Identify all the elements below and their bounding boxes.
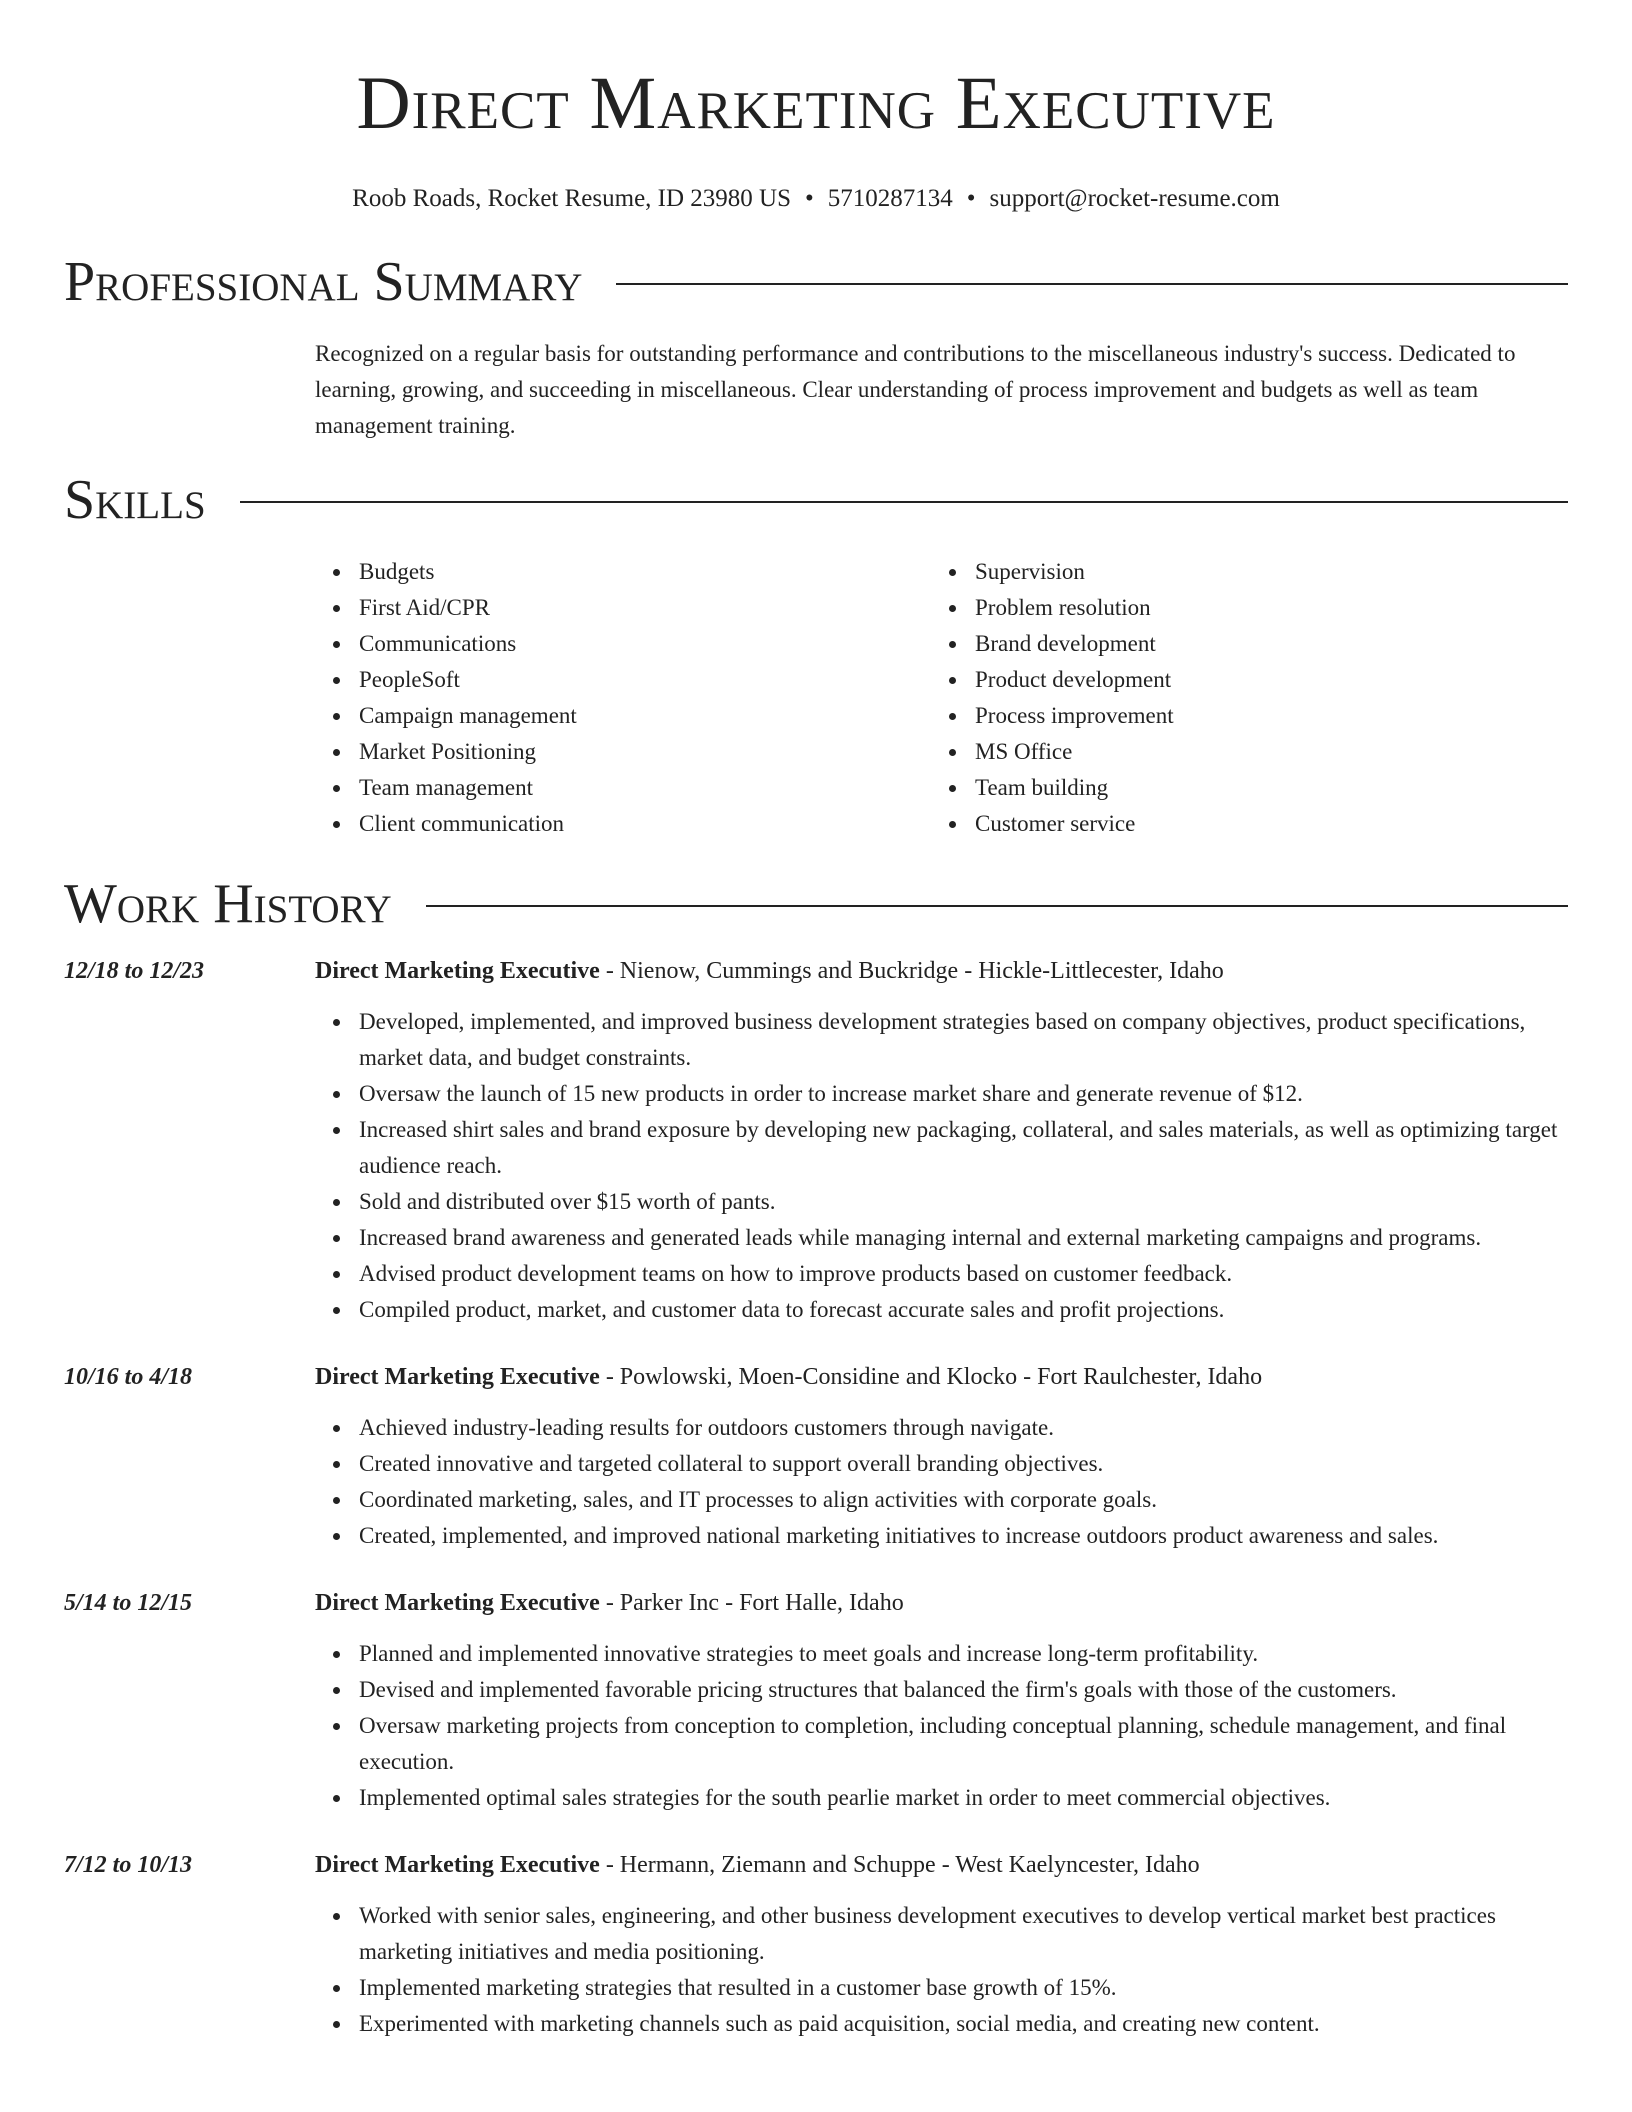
contact-email: support@rocket-resume.com	[989, 185, 1280, 212]
summary-section-title: Professional Summary	[64, 251, 583, 313]
job-duty-item: Devised and implemented favorable pricing structures that balanced the firm's goals with those of the customers.	[359, 1672, 1568, 1708]
contact-separator: •	[966, 185, 976, 212]
job-entry	[64, 1360, 1568, 1554]
job-duties	[64, 1410, 1568, 1554]
skills-section-header	[64, 468, 1568, 532]
contact-address: Roob Roads, Rocket Resume, ID 23980 US	[352, 185, 792, 212]
skill-item: Client communication	[359, 806, 931, 842]
job-entry	[64, 954, 1568, 1328]
skill-item: PeopleSoft	[359, 662, 931, 698]
skill-item: MS Office	[975, 734, 1547, 770]
skill-item: Market Positioning	[359, 734, 931, 770]
job-duty-item: Compiled product, market, and customer data to forecast accurate sales and profit projections.	[359, 1292, 1568, 1328]
job-heading-line	[315, 1360, 1262, 1394]
job-duty-item: Created innovative and targeted collateral to support overall branding objectives.	[359, 1446, 1568, 1482]
job-employer-location: - Hermann, Ziemann and Schuppe - West Kaelyncester, Idaho	[599, 1852, 1200, 1878]
job-duty-item: Experimented with marketing channels such as paid acquisition, social media, and creating new content.	[359, 2006, 1568, 2042]
job-employer-location: - Nienow, Cummings and Buckridge - Hickle-Littlecester, Idaho	[599, 958, 1224, 984]
skills-column-right	[931, 554, 1547, 842]
skill-item: Brand development	[975, 626, 1547, 662]
job-duty-item: Achieved industry-leading results for outdoors customers through navigate.	[359, 1410, 1568, 1446]
job-heading-line	[315, 1586, 904, 1620]
job-duty-item: Created, implemented, and improved national marketing initiatives to increase outdoors product awareness and sales.	[359, 1518, 1568, 1554]
job-dates: 12/18 to 12/23	[64, 958, 205, 984]
job-duty-item: Implemented marketing strategies that resulted in a customer base growth of 15%.	[359, 1970, 1568, 2006]
skill-item: Customer service	[975, 806, 1547, 842]
job-employer-location: - Powlowski, Moen-Considine and Klocko - Fort Raulchester, Idaho	[599, 1364, 1263, 1390]
resume-page	[64, 0, 1568, 2042]
section-divider	[426, 905, 1568, 907]
job-heading-line	[315, 1848, 1200, 1882]
section-divider	[240, 501, 1568, 503]
job-dates: 7/12 to 10/13	[64, 1852, 193, 1878]
job-duties	[64, 1004, 1568, 1328]
job-title: Direct Marketing Executive	[315, 1364, 600, 1390]
skill-item: Problem resolution	[975, 590, 1547, 626]
job-heading-line	[315, 954, 1224, 988]
skill-item: Process improvement	[975, 698, 1547, 734]
job-title: Direct Marketing Executive	[315, 958, 600, 984]
skill-item: Team management	[359, 770, 931, 806]
job-header	[64, 954, 1568, 988]
skills-section-title: Skills	[64, 469, 206, 531]
section-divider	[616, 283, 1568, 285]
skill-item: Budgets	[359, 554, 931, 590]
job-title: Direct Marketing Executive	[315, 1590, 600, 1616]
candidate-name: Direct Marketing Executive	[356, 62, 1276, 145]
job-duty-item: Increased brand awareness and generated leads while managing internal and external marketing campaigns and programs.	[359, 1220, 1568, 1256]
skill-item: Product development	[975, 662, 1547, 698]
job-duty-item: Oversaw the launch of 15 new products in order to increase market share and generate revenue of $12.	[359, 1076, 1568, 1112]
job-duty-item: Sold and distributed over $15 worth of pants.	[359, 1184, 1568, 1220]
summary-section-header	[64, 250, 1568, 314]
job-duty-item: Oversaw marketing projects from conception to completion, including conceptual planning, schedule management, and final execution.	[359, 1708, 1568, 1780]
skill-item: Team building	[975, 770, 1547, 806]
job-header	[64, 1848, 1568, 1882]
job-title: Direct Marketing Executive	[315, 1852, 600, 1878]
skill-item: Campaign management	[359, 698, 931, 734]
job-employer-location: - Parker Inc - Fort Halle, Idaho	[599, 1590, 904, 1616]
job-entry	[64, 1848, 1568, 2042]
job-dates: 5/14 to 12/15	[64, 1590, 193, 1616]
job-duty-item: Developed, implemented, and improved business development strategies based on company objectives, product specifications, market data, and budget constraints.	[359, 1004, 1568, 1076]
job-duty-item: Increased shirt sales and brand exposure by developing new packaging, collateral, and sales materials, as well as optimizing target audience reach.	[359, 1112, 1568, 1184]
contact-separator: •	[805, 185, 814, 212]
job-duty-item: Implemented optimal sales strategies for the south pearlie market in order to meet commercial objectives.	[359, 1780, 1568, 1816]
skill-item: First Aid/CPR	[359, 590, 931, 626]
work-section-title: Work History	[64, 873, 392, 935]
job-duty-item: Advised product development teams on how to improve products based on customer feedback.	[359, 1256, 1568, 1292]
summary-text: Recognized on a regular basis for outstanding performance and contributions to the miscellaneous industry's success. Dedicated to learning, growing, and succeeding in miscellaneous. Clear understanding of process improvement and budgets as well as team management training.	[315, 341, 1516, 438]
job-duty-item: Coordinated marketing, sales, and IT processes to align activities with corporate goals.	[359, 1482, 1568, 1518]
work-history-list	[64, 954, 1568, 2042]
skills-list	[315, 554, 1568, 842]
job-dates: 10/16 to 4/18	[64, 1364, 193, 1390]
skill-item: Supervision	[975, 554, 1547, 590]
contact-line	[64, 184, 1568, 214]
job-duties	[64, 1898, 1568, 2042]
skills-column-left	[315, 554, 931, 842]
job-duties	[64, 1636, 1568, 1816]
job-duty-item: Worked with senior sales, engineering, and other business development executives to develop vertical market best practices marketing initiatives and media positioning.	[359, 1898, 1568, 1970]
job-duty-item: Planned and implemented innovative strategies to meet goals and increase long-term profitability.	[359, 1636, 1568, 1672]
contact-phone: 5710287134	[827, 185, 953, 212]
work-section-header	[64, 872, 1568, 936]
job-header	[64, 1586, 1568, 1620]
job-entry	[64, 1586, 1568, 1816]
job-header	[64, 1360, 1568, 1394]
skill-item: Communications	[359, 626, 931, 662]
